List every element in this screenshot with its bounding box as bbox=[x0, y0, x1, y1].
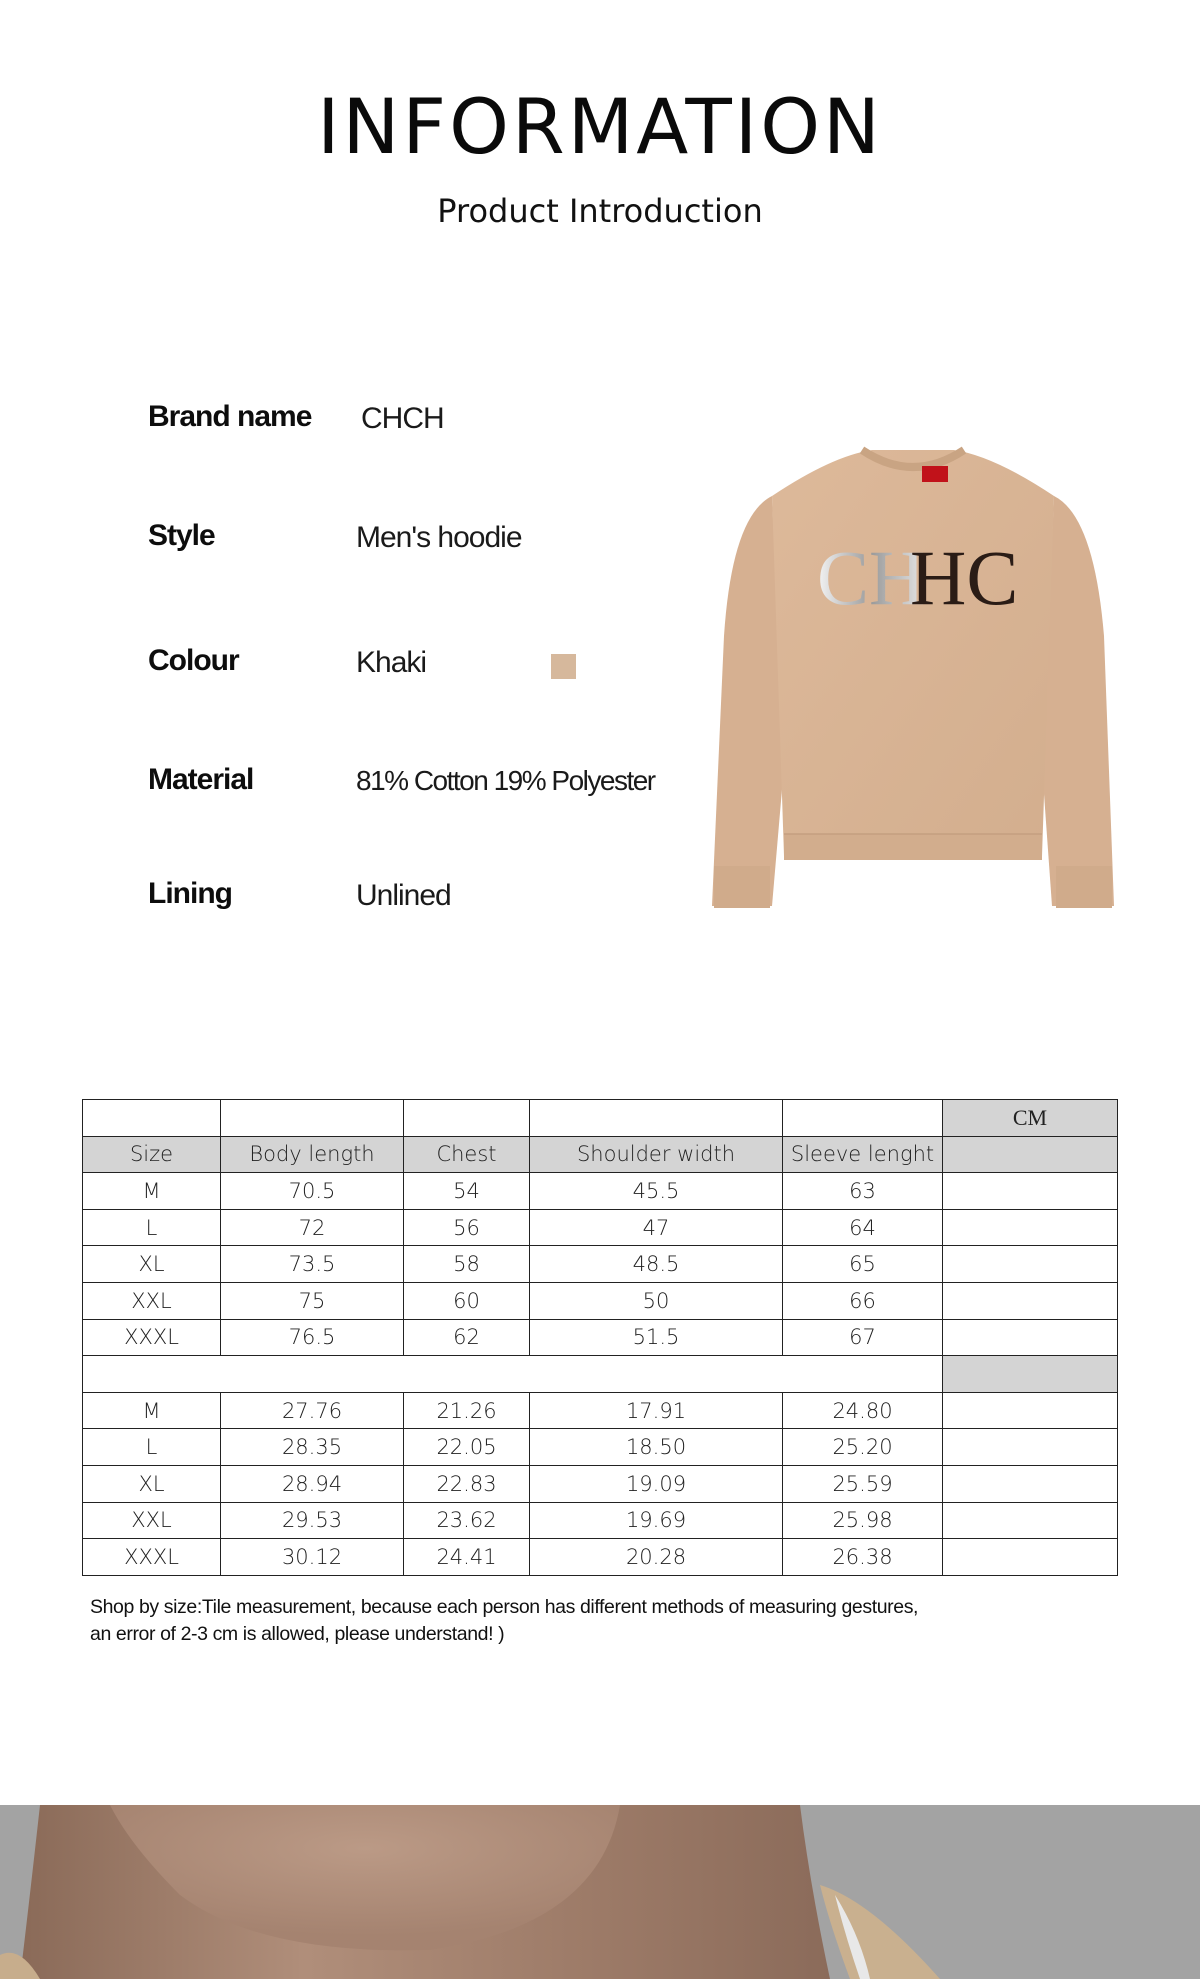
table-cell: XXXL bbox=[83, 1319, 221, 1356]
table-cell: 23.62 bbox=[404, 1502, 530, 1539]
spec-value-material: 81% Cotton 19% Polyester bbox=[356, 765, 655, 796]
table-cell: 22.05 bbox=[404, 1429, 530, 1466]
header-chest: Chest bbox=[404, 1136, 530, 1173]
spec-label-material: Material bbox=[148, 763, 254, 796]
table-cell: 22.83 bbox=[404, 1465, 530, 1502]
table-cell: 67 bbox=[783, 1319, 943, 1356]
table-cell: 76.5 bbox=[221, 1319, 404, 1356]
page-subtitle: Product Introduction bbox=[437, 192, 763, 230]
table-cell: 25.20 bbox=[783, 1429, 943, 1466]
table-cell: 25.98 bbox=[783, 1502, 943, 1539]
header-size: Size bbox=[83, 1136, 221, 1173]
table-cell: 56 bbox=[404, 1209, 530, 1246]
table-cell: 19.09 bbox=[530, 1465, 783, 1502]
table-cell: L bbox=[83, 1209, 221, 1246]
table-header-row bbox=[83, 1136, 1118, 1173]
table-cell: 73.5 bbox=[221, 1246, 404, 1283]
table-row bbox=[83, 1319, 1118, 1356]
table-cell: 64 bbox=[783, 1209, 943, 1246]
header-body-length: Body length bbox=[221, 1136, 404, 1173]
table-cell: XXL bbox=[83, 1502, 221, 1539]
unit-label: CM bbox=[943, 1100, 1118, 1137]
table-cell: 51.5 bbox=[530, 1319, 783, 1356]
spec-label-lining: Lining bbox=[148, 877, 232, 910]
model-photo bbox=[0, 1805, 1200, 1979]
table-cell: 25.59 bbox=[783, 1465, 943, 1502]
table-cell: 50 bbox=[530, 1282, 783, 1319]
table-cell: 65 bbox=[783, 1246, 943, 1283]
size-chart-table bbox=[82, 1099, 1118, 1576]
table-divider-row bbox=[83, 1356, 1118, 1393]
table-row bbox=[83, 1173, 1118, 1210]
svg-text:CH: CH bbox=[817, 534, 926, 621]
table-cell: 29.53 bbox=[221, 1502, 404, 1539]
spec-label-brand: Brand name bbox=[148, 400, 312, 433]
table-cell: 62 bbox=[404, 1319, 530, 1356]
table-row bbox=[83, 1392, 1118, 1429]
table-cell: 18.50 bbox=[530, 1429, 783, 1466]
table-cell: 19.69 bbox=[530, 1502, 783, 1539]
table-cell: 63 bbox=[783, 1173, 943, 1210]
table-cell: 72 bbox=[221, 1209, 404, 1246]
table-cell: 24.80 bbox=[783, 1392, 943, 1429]
table-cell: 58 bbox=[404, 1246, 530, 1283]
note-line-2: an error of 2-3 cm is allowed, please understand! ) bbox=[90, 1623, 505, 1645]
table-cell: XXL bbox=[83, 1282, 221, 1319]
table-cell: XL bbox=[83, 1246, 221, 1283]
table-row bbox=[83, 1465, 1118, 1502]
note-line-1: Shop by size:Tile measurement, because each person has different methods of measuring gestures, bbox=[90, 1596, 919, 1618]
table-row bbox=[83, 1502, 1118, 1539]
table-cell: 66 bbox=[783, 1282, 943, 1319]
spec-value-style: Men's hoodie bbox=[356, 521, 522, 554]
table-cell: XL bbox=[83, 1465, 221, 1502]
table-cell: M bbox=[83, 1173, 221, 1210]
table-cell: M bbox=[83, 1392, 221, 1429]
table-cell: 60 bbox=[404, 1282, 530, 1319]
table-cell: 28.94 bbox=[221, 1465, 404, 1502]
measurement-note bbox=[90, 1594, 1090, 1648]
spec-label-colour: Colour bbox=[148, 644, 239, 677]
page-title: INFORMATION bbox=[317, 82, 883, 171]
table-cell: 48.5 bbox=[530, 1246, 783, 1283]
table-cell: 75 bbox=[221, 1282, 404, 1319]
table-cell: 28.35 bbox=[221, 1429, 404, 1466]
table-row bbox=[83, 1539, 1118, 1576]
table-row bbox=[83, 1246, 1118, 1283]
table-row bbox=[83, 1282, 1118, 1319]
product-image bbox=[712, 436, 1114, 908]
table-cell: 21.26 bbox=[404, 1392, 530, 1429]
spec-label-style: Style bbox=[148, 519, 215, 552]
colour-swatch bbox=[551, 654, 576, 679]
table-cell: 30.12 bbox=[221, 1539, 404, 1576]
header-shoulder-width: Shoulder width bbox=[530, 1136, 783, 1173]
table-row bbox=[83, 1209, 1118, 1246]
table-cell: L bbox=[83, 1429, 221, 1466]
table-cell: 47 bbox=[530, 1209, 783, 1246]
table-row bbox=[83, 1429, 1118, 1466]
table-cell: 27.76 bbox=[221, 1392, 404, 1429]
table-cell: 20.28 bbox=[530, 1539, 783, 1576]
table-cell: 70.5 bbox=[221, 1173, 404, 1210]
table-top-row bbox=[83, 1100, 1118, 1137]
table-cell: 26.38 bbox=[783, 1539, 943, 1576]
table-cell: XXXL bbox=[83, 1539, 221, 1576]
table-cell: 54 bbox=[404, 1173, 530, 1210]
spec-value-lining: Unlined bbox=[356, 879, 451, 912]
spec-value-colour: Khaki bbox=[356, 646, 427, 679]
spec-value-brand: CHCH bbox=[361, 402, 444, 435]
table-cell: 17.91 bbox=[530, 1392, 783, 1429]
table-cell: 45.5 bbox=[530, 1173, 783, 1210]
svg-text:HC: HC bbox=[910, 534, 1019, 621]
table-cell: 24.41 bbox=[404, 1539, 530, 1576]
header-sleeve-length: Sleeve lenght bbox=[783, 1136, 943, 1173]
